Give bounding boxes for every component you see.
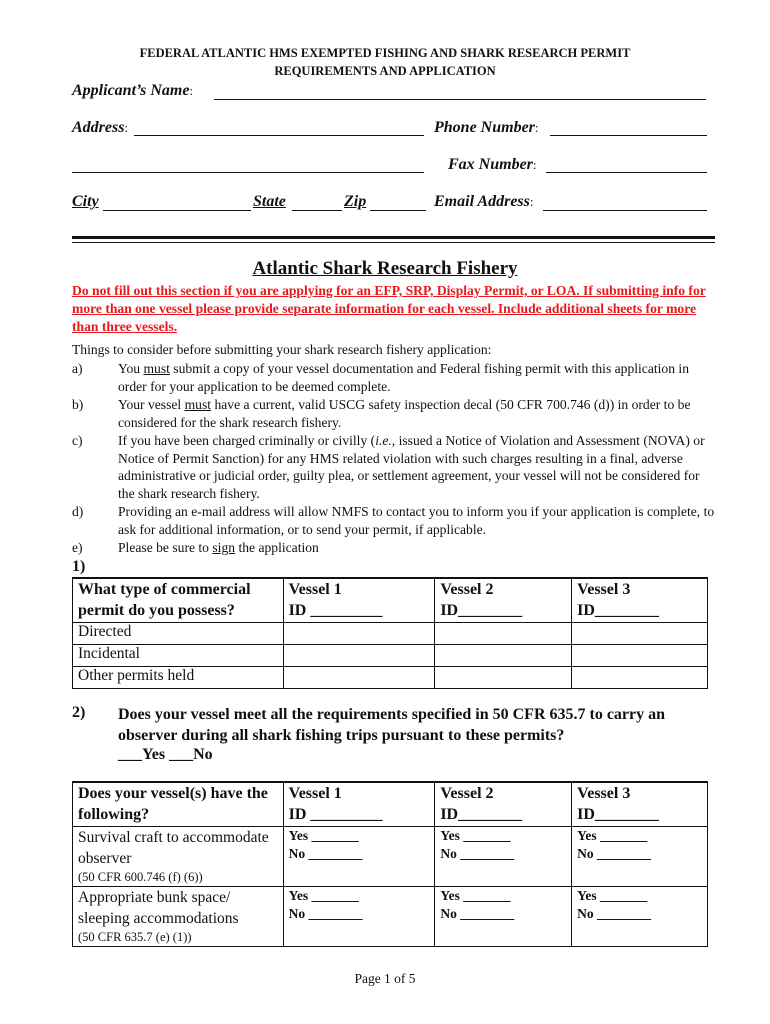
row-survival-craft: Survival craft to accommodate observer (50 CFR 600.746 (f) (6)) [73,826,284,886]
permit-cell[interactable] [283,622,435,644]
zip-field[interactable] [370,210,426,211]
consideration-item-a: a) You must submit a copy of your vessel documentation and Federal fishing permit with this application in order for your application to be deemed complete. [72,361,689,394]
question-2-number: 2) [72,704,86,721]
permit-type-header: What type of commercial permit do you possess? [73,578,284,622]
permit-cell[interactable] [572,666,708,688]
permit-type-table [72,577,708,689]
vessel-3-header: Vessel 3 ID________ [572,782,708,826]
vessel-1-header: Vessel 1 ID _________ [283,782,435,826]
consideration-item-b: b) Your vessel must have a current, valid USCG safety inspection decal (50 CFR 700.746 (d)) in order to be considered for the shark research fishery. [72,397,691,430]
vessel-1-header: Vessel 1 ID _________ [283,578,435,622]
zip-label: Zip [344,193,367,210]
question-2-answer[interactable]: ___Yes ___No [118,746,213,763]
permit-cell[interactable] [283,644,435,666]
section-divider-thick [72,236,715,239]
state-label: State [253,193,286,210]
fax-number-label: Fax Number: [448,156,537,173]
phone-number-field[interactable] [550,135,707,136]
question-1-number: 1) [72,558,86,575]
permit-cell[interactable] [572,644,708,666]
bunk-space-vessel-2[interactable]: Yes _______ No ________ [435,886,572,946]
bunk-space-vessel-3[interactable]: Yes _______ No ________ [572,886,708,946]
vessel-2-header: Vessel 2 ID________ [435,782,572,826]
consideration-item-c: c) If you have been charged criminally or civilly (i.e., issued a Notice of Violation and Assessment (NOVA) or Notice of Permit Sanction) for any HMS related violation with such charges resulting in a final, adverse administrative or judicial order, guilty plea, or settlement agreement, your vessel will not be considered for the shark research fishery. [72,433,705,501]
section-title: Atlantic Shark Research Fishery [252,258,518,279]
form-header-line-2: REQUIREMENTS AND APPLICATION [274,64,496,78]
consideration-item-d: d) Providing an e-mail address will allow NMFS to contact you to inform you if your application is complete, to ask for additional information, or to send your permit, if applicable. [72,504,715,537]
considerations-intro: Things to consider before submitting your shark research fishery application: [72,342,492,357]
vessel-3-header: Vessel 3 ID________ [572,578,708,622]
question-2-text: Does your vessel meet all the requirements specified in 50 CFR 635.7 to carry an observer during all shark fishing trips pursuant to these permits? [118,706,666,744]
applicant-name-label: Applicant’s Name: [72,82,194,99]
vessel-accommodations-table [72,781,708,947]
email-address-label: Email Address: [434,193,534,210]
permit-cell[interactable] [435,666,572,688]
permit-cell[interactable] [435,622,572,644]
permit-cell[interactable] [435,644,572,666]
section-divider-thin [72,242,715,243]
survival-craft-vessel-3[interactable]: Yes _______ No ________ [572,826,708,886]
survival-craft-vessel-1[interactable]: Yes _______ No ________ [283,826,435,886]
permit-row-directed: Directed [73,622,284,644]
fax-number-field[interactable] [546,172,707,173]
row-bunk-space: Appropriate bunk space/ sleeping accommodations (50 CFR 635.7 (e) (1)) [73,886,284,946]
permit-cell[interactable] [572,622,708,644]
city-label: City [72,193,99,210]
permit-row-incidental: Incidental [73,644,284,666]
phone-number-label: Phone Number: [434,119,539,136]
permit-cell[interactable] [283,666,435,688]
page-number: Page 1 of 5 [354,971,416,986]
section-warning: Do not fill out this section if you are applying for an EFP, SRP, Display Permit, or LOA. If submitting info for more than one vessel please provide separate information for each vessel. Include additional sheets for more than three vessels. [72,283,706,334]
city-field[interactable] [103,210,251,211]
email-address-field[interactable] [543,210,707,211]
address-label: Address: [72,119,129,136]
consideration-item-e: e) Please be sure to sign the application [72,540,319,555]
applicant-name-field[interactable] [214,99,706,100]
permit-row-other: Other permits held [73,666,284,688]
address-field-2[interactable] [72,172,424,173]
bunk-space-vessel-1[interactable]: Yes _______ No ________ [283,886,435,946]
address-field-1[interactable] [134,135,424,136]
accommodations-header: Does your vessel(s) have the following? [73,782,284,826]
vessel-2-header: Vessel 2 ID________ [435,578,572,622]
form-header-line-1: FEDERAL ATLANTIC HMS EXEMPTED FISHING AND SHARK RESEARCH PERMIT [139,46,631,60]
survival-craft-vessel-2[interactable]: Yes _______ No ________ [435,826,572,886]
state-field[interactable] [292,210,342,211]
